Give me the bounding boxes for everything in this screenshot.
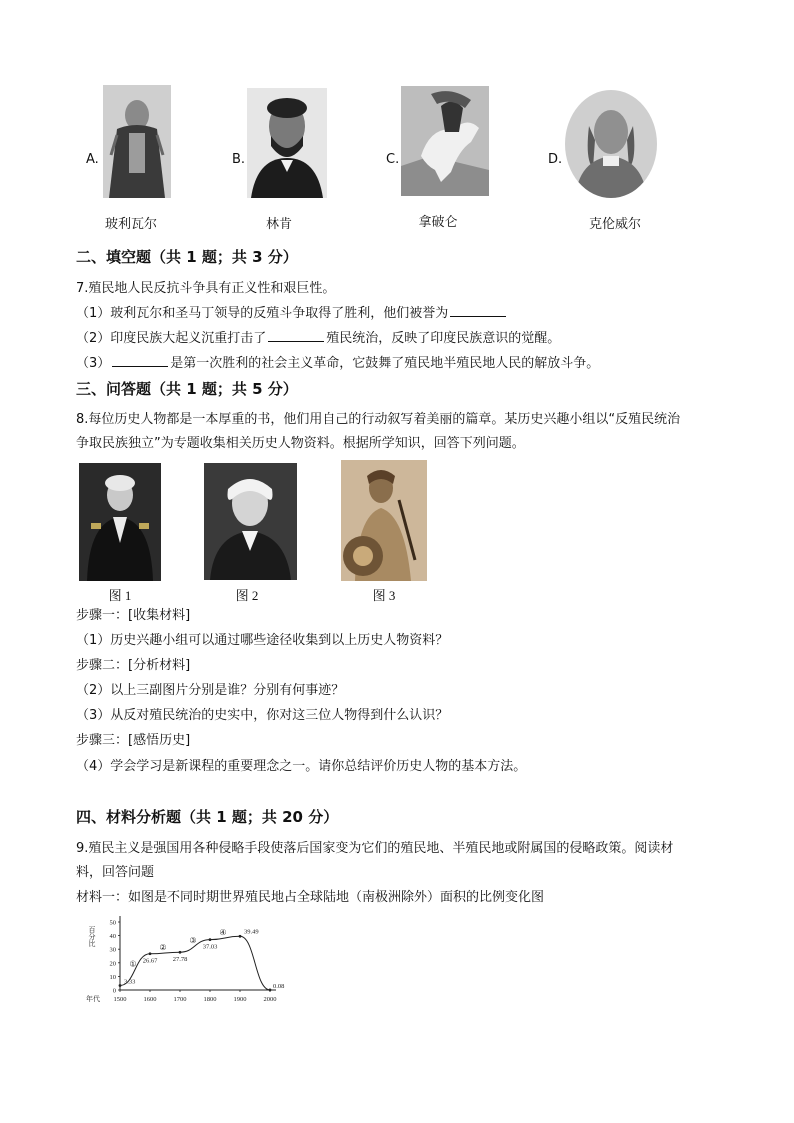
q8-q1: （1）历史兴趣小组可以通过哪些途径收集到以上历史人物资料？: [76, 633, 449, 648]
q9-stem-line2: 料，回答问题: [76, 865, 155, 880]
chart-y-tick-label: 40: [109, 933, 116, 941]
q7-sub3: [76, 354, 599, 373]
caption-bolivar: 玻利瓦尔: [104, 217, 157, 232]
chart-y-tick-label: 10: [109, 973, 116, 981]
chart-stage-marker: ③: [189, 935, 197, 945]
chart-data-label: 27.78: [172, 956, 188, 964]
chart-data-point: [119, 984, 122, 987]
q7-blank-2[interactable]: [268, 329, 324, 342]
chart-data-label: 3.33: [124, 978, 136, 986]
portrait-lincoln-icon: [247, 88, 327, 198]
option-b-letter: B.: [232, 152, 246, 167]
portrait-jefferson-icon: [204, 463, 297, 580]
q7-sub2: [76, 329, 560, 348]
chart-x-tick-label: 2000: [263, 996, 277, 1003]
chart-x-tick-label: 1800: [203, 996, 217, 1003]
q8-q3: （3）从反对殖民统治的史实中，你对这三位人物得到什么认识？: [76, 708, 449, 723]
chart-stage-marker: ②: [159, 942, 167, 952]
caption-napoleon: 拿破仑: [418, 215, 458, 230]
chart-x-tick-label: 1700: [173, 996, 187, 1003]
section-2-title: 二、填空题（共 1 题；共 3 分）: [76, 248, 298, 266]
section-3-title: 三、问答题（共 1 题；共 5 分）: [76, 380, 298, 398]
q7-sub3-text-a: （3）: [76, 356, 111, 371]
chart-data-point: [239, 935, 242, 938]
chart-y-tick-label: 0: [112, 987, 116, 995]
option-d-letter: D.: [548, 152, 563, 167]
colony-area-line-chart: [84, 912, 304, 1012]
figure-2-caption: 图 2: [235, 588, 259, 603]
q7-sub1-text: （1）玻利瓦尔和圣马丁领导的反殖斗争取得了胜利，他们被誉为: [76, 306, 449, 321]
q7-blank-3[interactable]: [112, 354, 168, 367]
chart-y-tick-label: 30: [109, 946, 116, 954]
q7-sub2-text-b: 殖民统治，反映了印度民族意识的觉醒。: [326, 331, 561, 346]
chart-data-point: [209, 938, 212, 941]
portrait-cromwell-icon: [565, 90, 657, 198]
portrait-washington-icon: [79, 463, 161, 581]
caption-cromwell: 克伦威尔: [588, 217, 641, 232]
q8-q4: （4）学会学习是新课程的重要理念之一。请你总结评价历史人物的基本方法。: [76, 759, 527, 774]
painting-napoleon-icon: [401, 86, 489, 196]
chart-ylabel: 百分比: [88, 926, 96, 947]
chart-data-point: [269, 988, 272, 991]
q9-stem-line1: 9.殖民主义是强国用各种侵略手段使落后国家变为它们的殖民地、半殖民地或附属国的侵略政策。阅读材: [76, 841, 674, 856]
chart-data-point: [179, 951, 182, 954]
q8-step1: 步骤一：[收集材料]: [76, 608, 191, 623]
chart-data-label: 37.03: [202, 943, 218, 951]
chart-data-label: 39.49: [244, 928, 259, 936]
portrait-bolivar-icon: [103, 85, 171, 198]
chart-x-tick-label: 1900: [233, 996, 247, 1003]
q8-step2: 步骤二：[分析材料]: [76, 658, 191, 673]
q7-stem: 7.殖民地人民反抗斗争具有正义性和艰巨性。: [76, 281, 336, 296]
option-c-letter: C.: [386, 152, 400, 167]
q8-q2: （2）以上三副图片分别是谁？分别有何事迹？: [76, 683, 345, 698]
figure-1-caption: 图 1: [108, 588, 132, 603]
chart-data-label: 26.67: [142, 957, 158, 965]
caption-lincoln: 林肯: [265, 217, 292, 232]
chart-x-tick-label: 1600: [143, 996, 157, 1003]
chart-data-label: 0.08: [273, 982, 285, 990]
chart-y-tick-label: 50: [109, 919, 116, 927]
q8-stem-line2: 争取民族独立”为专题收集相关历史人物资料。根据所学知识，回答下列问题。: [76, 436, 525, 451]
chart-stage-marker: ①: [129, 959, 137, 969]
portrait-lakshmibai-icon: [341, 460, 427, 581]
q7-sub1: [76, 304, 508, 323]
chart-y-tick-label: 20: [109, 960, 116, 968]
q8-stem-line1: 8.每位历史人物都是一本厚重的书，他们用自己的行动叙写着美丽的篇章。某历史兴趣小组以“反殖民统治: [76, 412, 681, 427]
chart-stage-marker: ④: [219, 927, 227, 937]
chart-xlabel: 年代: [86, 995, 100, 1003]
q7-sub3-text-b: 是第一次胜利的社会主义革命，它鼓舞了殖民地半殖民地人民的解放斗争。: [170, 356, 600, 371]
q7-sub2-text-a: （2）印度民族大起义沉重打击了: [76, 331, 267, 346]
figure-3-caption: 图 3: [372, 588, 396, 603]
q9-material1: 材料一：如图是不同时期世界殖民地占全球陆地（南极洲除外）面积的比例变化图: [76, 890, 545, 905]
q8-step3: 步骤三：[感悟历史]: [76, 733, 191, 748]
option-a-letter: A.: [86, 152, 99, 167]
q7-blank-1[interactable]: [450, 304, 506, 317]
section-4-title: 四、材料分析题（共 1 题；共 20 分）: [76, 808, 339, 826]
chart-data-point: [149, 952, 152, 955]
chart-x-tick-label: 1500: [113, 996, 127, 1003]
